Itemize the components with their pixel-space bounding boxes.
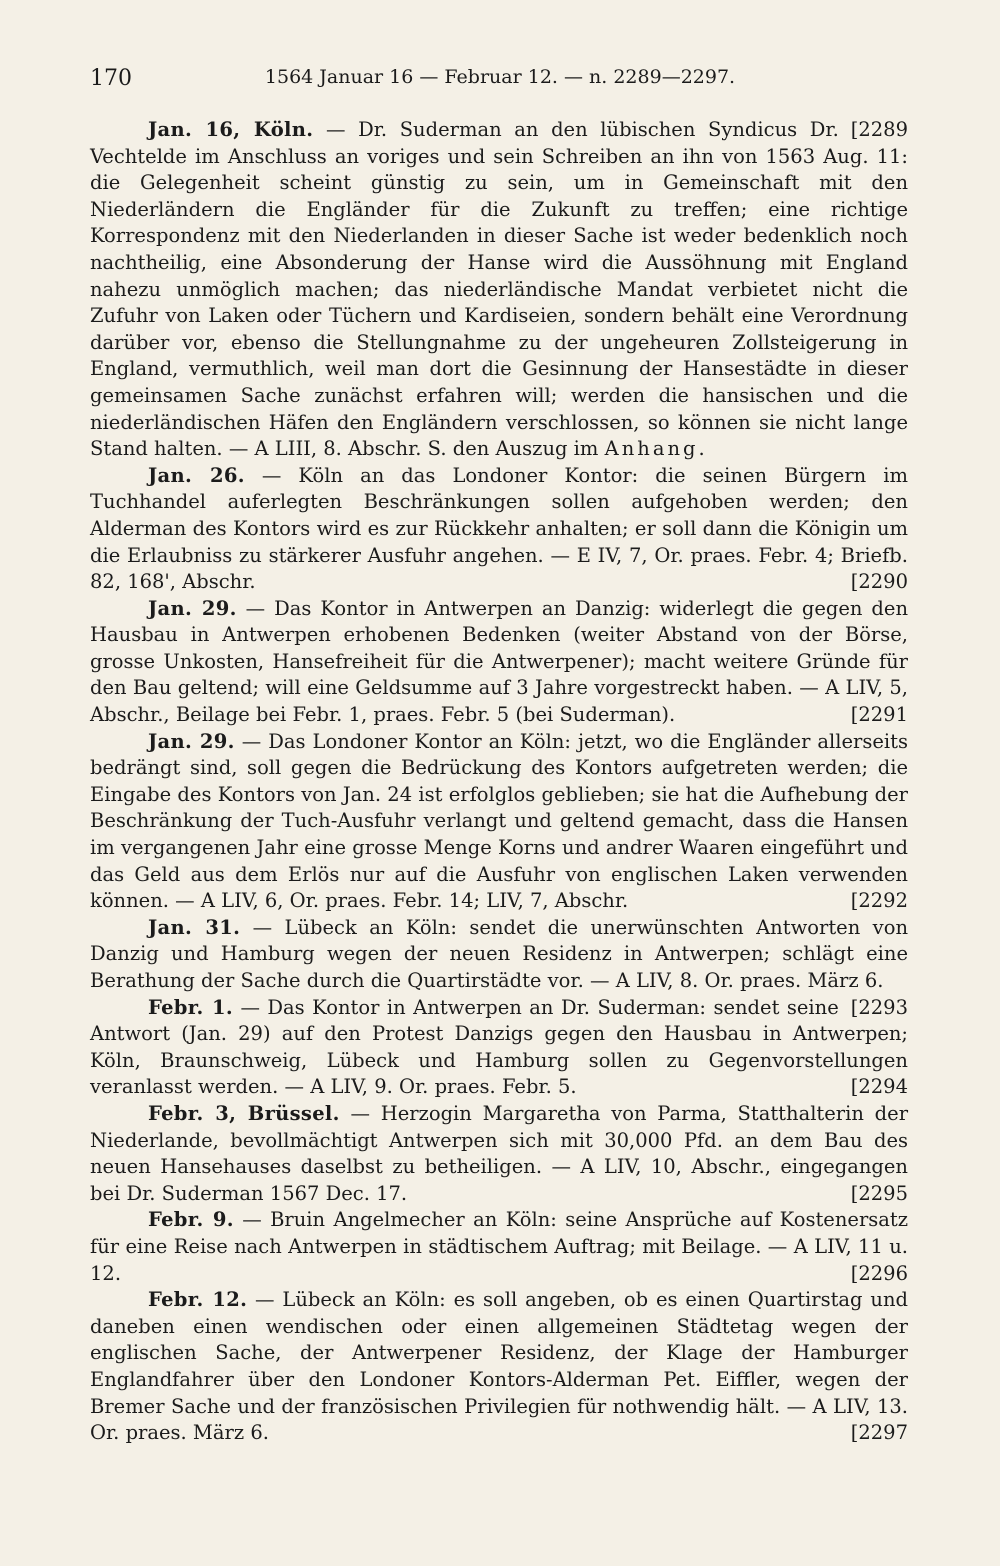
entry-date: Febr. 12. xyxy=(148,1288,248,1312)
regest-entry xyxy=(90,995,908,1101)
entry-number: [2290 xyxy=(850,570,908,594)
entry-text: — Lübeck an Köln: es soll angeben, ob es einen Quartirstag und daneben einen wendischen oder einen allgemeinen Städtetag wegen der englischen Sache, der Antwerpener Residenz, der Klage der Hamburger Englandfahrer über den Londoner Kontors-Alderman Pet. Eiffler, wegen der Bremer Sache und der französischen Privilegien für nothwendig hält. — A LIV, 13. Or. praes. März 6. xyxy=(90,1288,909,1445)
regest-entry xyxy=(90,1287,908,1447)
regest-entry xyxy=(90,463,908,596)
entry-date: Jan. 16, Köln. xyxy=(148,118,314,141)
entry-date: Febr. 3, Brüssel. xyxy=(148,1101,340,1125)
entry-number: [2295 xyxy=(850,1181,908,1205)
entry-date: Jan. 31. xyxy=(148,915,241,939)
page-header xyxy=(90,66,910,98)
regest-entry xyxy=(90,1207,908,1287)
entry-spaced-text: Anhang. xyxy=(604,437,708,461)
entry-date: Jan. 29. xyxy=(148,596,237,620)
entry-text: — Das Londoner Kontor an Köln: jetzt, wo die Engländer allerseits bedrängt sind, soll gegen die Bedrückung des Kontors aufgetreten werden; die Eingabe des Kontors von Jan. 24 ist erfolglos geblieben; sie hat die Aufhebung der Beschränkung der Tuch-Ausfuhr verlangt und geltend gemacht, dass die Hansen im vergangenen Jahr eine grosse Menge Korns und andrer Waaren eingeführt und das Geld aus dem Erlös nur auf die Ausfuhr von englischen Laken verwenden können. — A LIV, 6, Or. praes. Febr. 14; LIV, 7, Abschr. xyxy=(90,729,908,913)
entry-number: [2297 xyxy=(850,1421,908,1445)
entry-number: [2289 xyxy=(850,118,908,141)
entry-number: [2293 xyxy=(850,995,908,1019)
regest-entry xyxy=(90,596,908,729)
regest-entry xyxy=(90,729,908,915)
document-body xyxy=(90,117,908,1447)
entry-date: Febr. 9. xyxy=(148,1208,234,1232)
entry-number: [2294 xyxy=(850,1075,908,1099)
entry-text: — Dr. Suderman an den lübischen Syndicus Dr. Vechtelde im Anschluss an voriges und sein Schreiben an ihn von 1563 Aug. 11: die Gelegenheit scheint günstig zu sein, um in Gemeinschaft mit den Niederländern die Engländer für die Zukunft zu treffen; eine richtige Korrespondenz mit den Niederlanden in dieser Sache ist weder bedenklich noch nachtheilig, eine Absonderung der Hanse wird die Aussöhnung mit England nahezu unmöglich machen; das niederländische Mandat verbietet nicht die Zufuhr von Laken oder Tüchern und Kardiseien, sondern behält eine Verordnung darüber vor, ebenso die Stellungnahme zu der ungeheuren Zollsteigerung in England, vermuthlich, weil man dort die Gesinnung der Hansestädte in dieser gemeinsamen Sache zunächst erfahren will; werden die hansischen und die niederländischen Häfen den Engländern verschlossen, so können sie nicht lange Stand halten. — A LIII, 8. Abschr. S. den Auszug im xyxy=(90,118,908,461)
entry-date: Jan. 26. xyxy=(148,463,245,487)
regest-entry xyxy=(90,1101,908,1207)
entry-number: [2296 xyxy=(850,1261,908,1285)
page-number: 170 xyxy=(90,66,132,91)
entry-date: Jan. 29. xyxy=(148,729,235,753)
entry-text: — Köln an das Londoner Kontor: die seinen Bürgern im Tuchhandel auferlegten Beschränkungen sollen aufgehoben werden; den Alderman des Kontors wird es zur Rückkehr anhalten; er soll dann die Königin um die Erlaubniss zu stärkerer Ausfuhr angehen. — E IV, 7, Or. praes. Febr. 4; Briefb. 82, 168', Abschr. xyxy=(90,463,908,594)
running-title: 1564 Januar 16 — Februar 12. — n. 2289—2297. xyxy=(264,66,736,88)
entry-text: — Lübeck an Köln: sendet die unerwünschten Antworten von Danzig und Hamburg wegen der neuen Residenz in Antwerpen; schlägt eine Berathung der Sache durch die Quartirstädte vor. — A LIV, 8. Or. praes. März 6. xyxy=(90,915,909,992)
entry-text: — Das Kontor in Antwerpen an Dr. Suderman: sendet seine Antwort (Jan. 29) auf den Protest Danzigs gegen den Hausbau in Antwerpen; Köln, Braunschweig, Lübeck und Hamburg sollen zu Gegenvorstellungen veranlasst werden. — A LIV, 9. Or. praes. Febr. 5. xyxy=(90,995,908,1099)
entry-text: — Bruin Angelmecher an Köln: seine Ansprüche auf Kostenersatz für eine Reise nach Antwerpen in städtischem Auftrag; mit Beilage. — A LIV, 11 u. 12. xyxy=(90,1208,909,1285)
entry-number: [2292 xyxy=(850,889,908,913)
entry-date: Febr. 1. xyxy=(148,995,233,1019)
entry-number: [2291 xyxy=(850,703,908,727)
entry-text: — Das Kontor in Antwerpen an Danzig: widerlegt die gegen den Hausbau in Antwerpen erhobenen Bedenken (weiter Abstand von der Börse, grosse Unkosten, Hansefreiheit für die Antwerpener); macht weitere Gründe für den Bau geltend; will eine Geldsumme auf 3 Jahre vorgestreckt haben. — A LIV, 5, Abschr., Beilage bei Febr. 1, praes. Febr. 5 (bei Suderman). xyxy=(90,596,909,727)
regest-entry xyxy=(90,117,908,463)
entry-text: — Herzogin Margaretha von Parma, Statthalterin der Niederlande, bevollmächtigt Antwerpen sich mit 30,000 Pfd. an dem Bau des neuen Hansehauses daselbst zu betheiligen. — A LIV, 10, Abschr., eingegangen bei Dr. Suderman 1567 Dec. 17. xyxy=(90,1101,909,1205)
